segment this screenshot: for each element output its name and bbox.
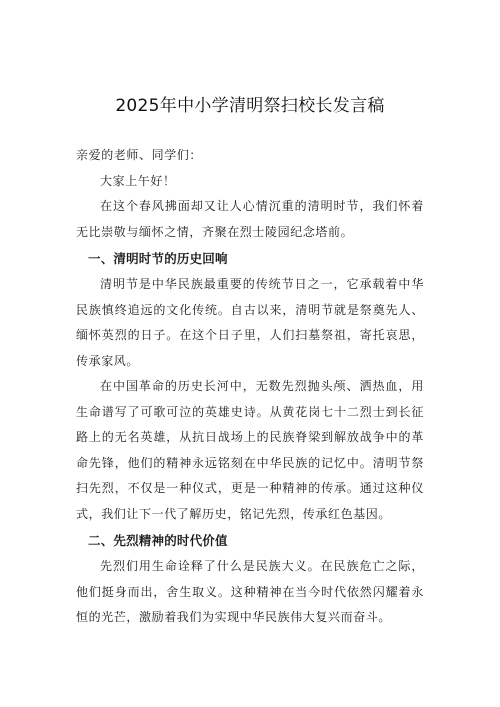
salutation: 亲爱的老师、同学们： bbox=[76, 148, 203, 162]
history-paragraph-2: 在中国革命的历史长河中，无数先烈抛头颅、洒热血，用生命谱写了可歌可泣的英雄史诗。从黄花岗七十二烈士到长征路上的无名英雄，从抗日战场上的民族脊梁到解放战争中的革命先锋，他们的精神永远铭刻在中华民族的记忆中。清明节祭扫先烈，不仅是一种仪式，更是一种精神的传承。通过这种仪式，我们让下一代了解历史，铭记先烈，传承红色基因。 bbox=[76, 379, 424, 521]
history-paragraph-1: 清明节是中华民族最重要的传统节日之一，它承载着中华民族慎终追远的文化传统。自古以来，清明节就是祭奠先人、缅怀英烈的日子。在这个日子里，人们扫墓祭祖，寄托哀思，传承家风。 bbox=[76, 277, 424, 368]
document-body bbox=[76, 143, 424, 631]
section-heading-spirit: 二、先烈精神的时代价值 bbox=[88, 533, 228, 548]
intro-paragraph: 在这个春风拂面却又让人心情沉重的清明时节，我们怀着无比崇敬与缅怀之情，齐聚在烈士陵园纪念塔前。 bbox=[76, 199, 424, 239]
section-heading-history: 一、清明时节的历史回响 bbox=[88, 251, 228, 266]
greeting: 大家上午好！ bbox=[100, 173, 176, 188]
spirit-paragraph-1: 先烈们用生命诠释了什么是民族大义。在民族危亡之际，他们挺身而出，舍生取义。这种精神在当今时代依然闪耀着永恒的光芒，激励着我们为实现中华民族伟大复兴而奋斗。 bbox=[76, 559, 424, 624]
document-title: 2025年中小学清明祭扫校长发言稿 bbox=[115, 96, 385, 116]
